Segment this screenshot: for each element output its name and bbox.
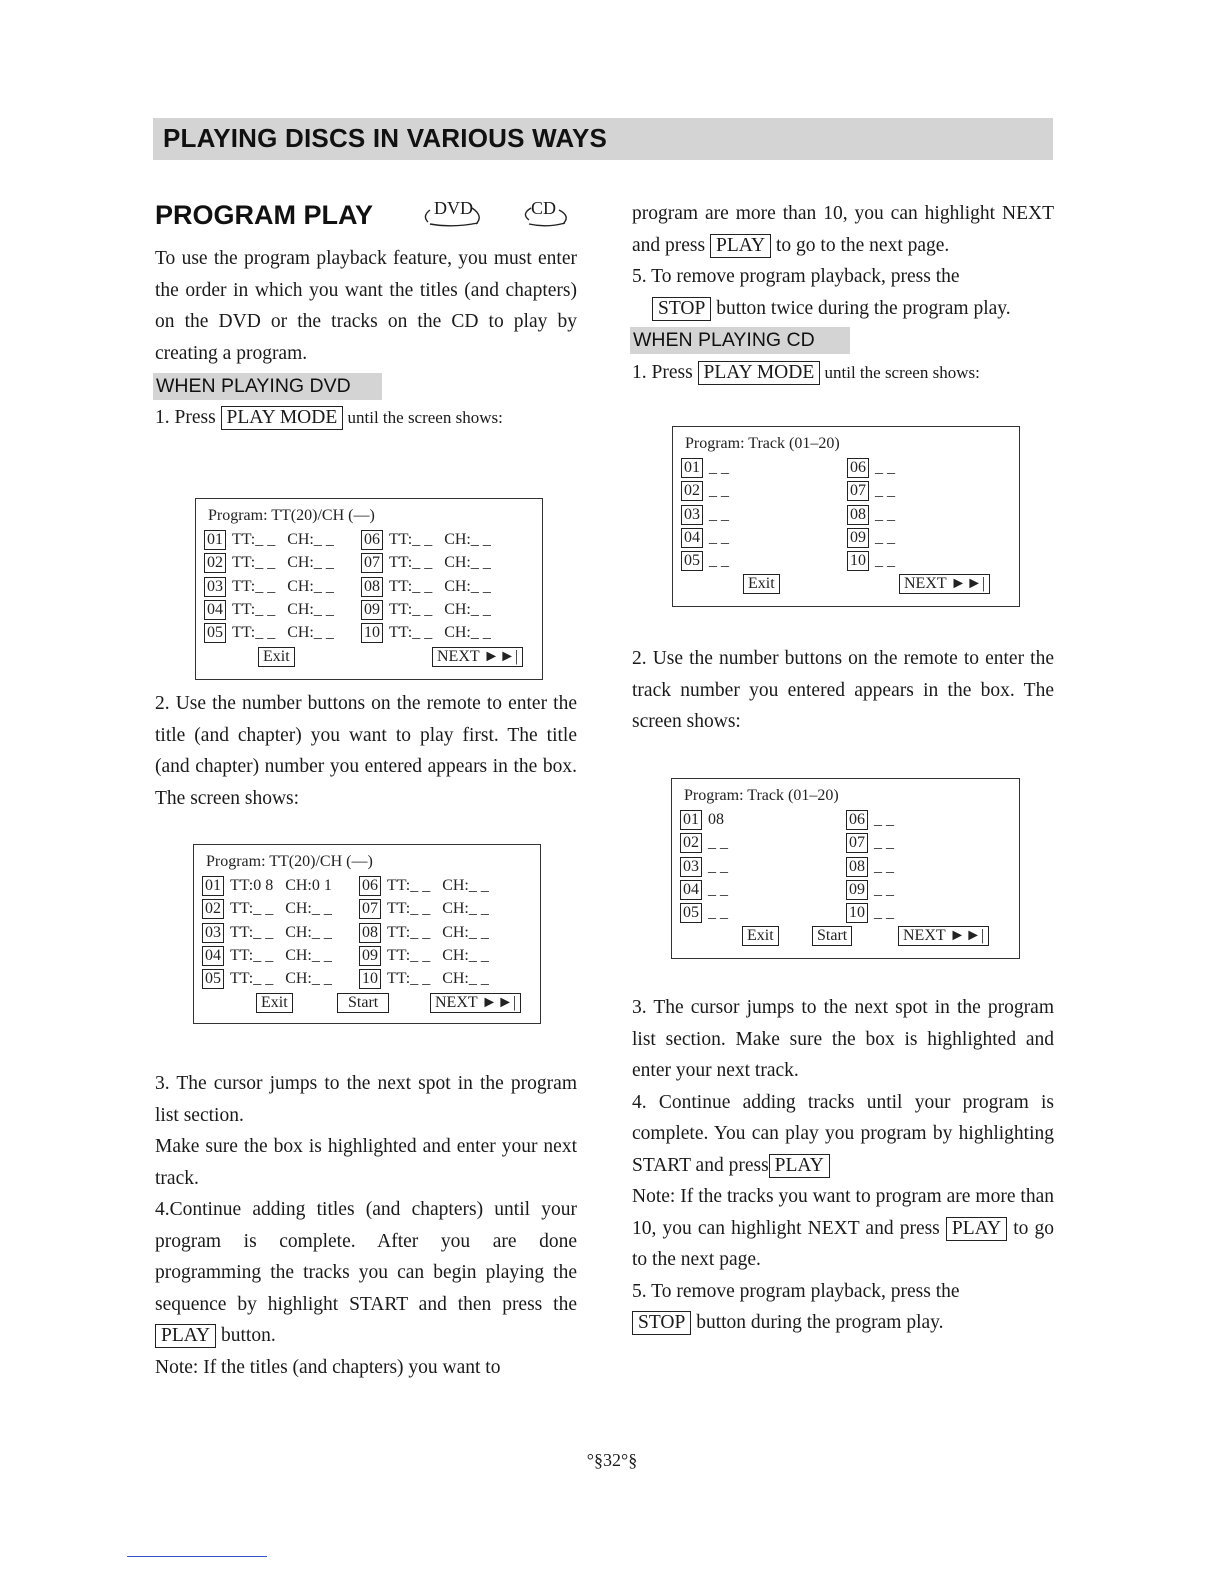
slot-number: 02 bbox=[202, 899, 224, 919]
dvd-step3-text-2: Make sure the box is highlighted and enter your next track. bbox=[155, 1136, 577, 1189]
program-slot[interactable] bbox=[204, 530, 334, 550]
dvd-step2 bbox=[155, 688, 577, 814]
slot-number: 05 bbox=[204, 623, 226, 643]
program-slot[interactable] bbox=[204, 600, 334, 620]
cd-step1 bbox=[632, 357, 1072, 389]
slot-value: _ _ bbox=[709, 505, 729, 523]
program-slot[interactable] bbox=[204, 553, 334, 573]
program-slot[interactable] bbox=[202, 946, 332, 966]
program-slot[interactable] bbox=[202, 899, 332, 919]
slot-value: TT:_ _ CH:_ _ bbox=[389, 577, 491, 595]
slot-value: _ _ bbox=[709, 459, 729, 476]
slot-value: TT:_ _ CH:_ _ bbox=[232, 577, 334, 595]
exit-button[interactable]: Exit bbox=[742, 926, 779, 946]
cd-note-text: Note: If the tracks you want to program are more than 10, you can highlight NEXT and press bbox=[632, 1186, 1054, 1239]
next-button[interactable]: NEXT ►►| bbox=[432, 647, 523, 667]
slot-number: 01 bbox=[202, 876, 224, 896]
exit-button[interactable]: Exit bbox=[743, 574, 780, 594]
slot-number: 07 bbox=[846, 833, 868, 853]
slot-value: TT:_ _ CH:_ _ bbox=[389, 554, 491, 572]
slot-value: _ _ bbox=[875, 482, 895, 500]
note-continuation bbox=[632, 198, 1054, 261]
cd-step1-suffix: until the screen shows: bbox=[820, 363, 980, 382]
cd-step4 bbox=[632, 1087, 1054, 1182]
cd-step3-block bbox=[632, 992, 1054, 1339]
slot-number: 02 bbox=[681, 481, 703, 501]
program-slot[interactable] bbox=[361, 623, 491, 643]
slot-value: _ _ bbox=[874, 904, 894, 922]
play-key: PLAY bbox=[946, 1217, 1007, 1241]
dvd-step4-text: 4.Continue adding titles (and chapters) until your program is complete. After you are done programming the tracks you can begin playing the sequence by highlight START and then press the bbox=[155, 1199, 577, 1315]
dvd-step1-suffix: until the screen shows: bbox=[343, 408, 503, 427]
stop-key: STOP bbox=[632, 1311, 691, 1335]
slot-number: 03 bbox=[681, 505, 703, 525]
program-slot[interactable] bbox=[359, 969, 489, 989]
slot-number: 08 bbox=[359, 923, 381, 943]
slot-value: TT:_ _ CH:_ _ bbox=[230, 970, 332, 988]
slot-number: 08 bbox=[361, 577, 383, 597]
slot-number: 05 bbox=[202, 969, 224, 989]
slot-number: 10 bbox=[846, 903, 868, 923]
program-slot[interactable] bbox=[680, 903, 728, 923]
cd-program-screen-filled bbox=[671, 778, 1020, 959]
slot-value: TT:_ _ CH:_ _ bbox=[232, 531, 334, 548]
slot-value: TT:_ _ CH:_ _ bbox=[389, 600, 491, 618]
slot-number: 09 bbox=[847, 528, 869, 548]
slot-value: TT:_ _ CH:_ _ bbox=[232, 600, 334, 618]
intro-text: To use the program playback feature, you must enter the order in which you want the titles (and chapters) on the DVD or the tracks on the CD to play by creating a program. bbox=[155, 248, 577, 364]
slot-number: 08 bbox=[847, 505, 869, 525]
next-button[interactable]: NEXT ►►| bbox=[898, 926, 989, 946]
program-slot[interactable] bbox=[681, 481, 729, 501]
cd-step5-text: 5. To remove program playback, press the bbox=[632, 1280, 960, 1302]
slot-value: TT:_ _ CH:_ _ bbox=[230, 946, 332, 964]
slot-number: 05 bbox=[680, 903, 702, 923]
dvd-step5-line2 bbox=[632, 293, 1054, 325]
slot-value: _ _ bbox=[874, 811, 894, 828]
program-slot[interactable] bbox=[847, 458, 895, 478]
program-slot[interactable] bbox=[204, 623, 334, 643]
program-slot[interactable] bbox=[846, 857, 894, 877]
slot-value: _ _ bbox=[709, 482, 729, 500]
slot-value: _ _ bbox=[875, 552, 895, 570]
slot-value: _ _ bbox=[875, 528, 895, 546]
cd-program-screen-empty bbox=[672, 426, 1020, 607]
slot-number: 07 bbox=[847, 481, 869, 501]
program-slot[interactable] bbox=[202, 969, 332, 989]
dvd-step3-text: 3. The cursor jumps to the next spot in the program list section. bbox=[155, 1073, 577, 1126]
program-slot[interactable] bbox=[847, 551, 895, 571]
program-slot[interactable] bbox=[846, 810, 894, 830]
slot-number: 07 bbox=[361, 553, 383, 573]
program-slot[interactable] bbox=[680, 880, 728, 900]
screen-header: Program: TT(20)/CH (––) bbox=[206, 853, 373, 870]
slot-number: 04 bbox=[204, 600, 226, 620]
dvd-step4-suffix: button. bbox=[216, 1325, 276, 1346]
program-slot[interactable] bbox=[359, 946, 489, 966]
slot-value: _ _ bbox=[875, 505, 895, 523]
slot-number: 09 bbox=[361, 600, 383, 620]
slot-value: _ _ bbox=[874, 880, 894, 898]
slot-number: 01 bbox=[204, 530, 226, 550]
stop-key: STOP bbox=[652, 297, 711, 321]
slot-value: _ _ bbox=[875, 459, 895, 476]
program-slot[interactable] bbox=[361, 553, 491, 573]
dvd-step1 bbox=[155, 402, 595, 434]
slot-value: _ _ bbox=[874, 857, 894, 875]
next-button[interactable]: NEXT ►►| bbox=[430, 993, 521, 1013]
slot-number: 04 bbox=[681, 528, 703, 548]
slot-number: 07 bbox=[359, 899, 381, 919]
dvd-step5-suffix: button twice during the program play. bbox=[711, 297, 1011, 319]
section-banner bbox=[153, 118, 1053, 160]
slot-value: TT:_ _ CH:_ _ bbox=[387, 900, 489, 918]
slot-number: 10 bbox=[847, 551, 869, 571]
program-slot[interactable] bbox=[847, 481, 895, 501]
next-button[interactable]: NEXT ►►| bbox=[899, 574, 990, 594]
cd-step5-suffix: button during the program play. bbox=[691, 1312, 944, 1333]
screen-header: Program: Track (01–20) bbox=[685, 435, 840, 452]
slot-number: 06 bbox=[361, 530, 383, 550]
slot-value: _ _ bbox=[708, 880, 728, 898]
cd-note-suffix: to go to the next page. bbox=[632, 1217, 1054, 1270]
play-mode-key: PLAY MODE bbox=[698, 361, 821, 385]
slot-value: TT:_ _ CH:_ _ bbox=[387, 970, 489, 988]
slot-value: TT:_ _ CH:_ _ bbox=[387, 946, 489, 964]
program-slot[interactable] bbox=[846, 833, 894, 853]
dvd-step2-text: 2. Use the number buttons on the remote to enter the title (and chapter) you want to play first. The title (and chapter) number you entered appears in the box. The screen shows: bbox=[155, 693, 577, 809]
cd-step4-text: 4. Continue adding tracks until your program is complete. You can play you program by highlighting START and press bbox=[632, 1091, 1054, 1176]
dvd-logo-icon bbox=[430, 198, 477, 219]
slot-value: TT:0 8 CH:0 1 bbox=[230, 877, 332, 894]
slot-number: 05 bbox=[681, 551, 703, 571]
slot-number: 10 bbox=[359, 969, 381, 989]
slot-number: 01 bbox=[680, 810, 702, 830]
slot-number: 04 bbox=[202, 946, 224, 966]
program-slot[interactable] bbox=[204, 577, 334, 597]
slot-value: _ _ bbox=[708, 857, 728, 875]
dvd-program-screen-empty bbox=[195, 498, 543, 680]
cd-step1-text: 1. Press bbox=[632, 362, 698, 383]
cd-step3-text: 3. The cursor jumps to the next spot in the program list section. Make sure the box is highlighted and enter your next track. bbox=[632, 997, 1054, 1081]
screen-header: Program: TT(20)/CH (––) bbox=[208, 507, 375, 524]
slot-number: 09 bbox=[846, 880, 868, 900]
dvd-logo-text: DVD bbox=[434, 198, 473, 218]
slot-number: 01 bbox=[681, 458, 703, 478]
play-mode-key: PLAY MODE bbox=[221, 406, 344, 430]
program-slot[interactable] bbox=[846, 903, 894, 923]
slot-number: 03 bbox=[204, 577, 226, 597]
slot-number: 03 bbox=[202, 923, 224, 943]
program-slot[interactable] bbox=[847, 528, 895, 548]
slot-value: _ _ bbox=[708, 834, 728, 852]
slot-number: 09 bbox=[359, 946, 381, 966]
program-slot[interactable] bbox=[361, 600, 491, 620]
intro-paragraph bbox=[155, 243, 577, 369]
exit-button[interactable]: Exit bbox=[258, 647, 295, 667]
dvd-step1-text: 1. Press bbox=[155, 407, 221, 428]
program-slot[interactable] bbox=[681, 458, 729, 478]
slot-value: TT:_ _ CH:_ _ bbox=[232, 624, 334, 642]
program-slot[interactable] bbox=[680, 857, 728, 877]
program-slot[interactable] bbox=[680, 810, 724, 830]
cd-step2-text: 2. Use the number buttons on the remote to enter the track number you entered appears in the box. The screen shows: bbox=[632, 648, 1054, 732]
slot-number: 03 bbox=[680, 857, 702, 877]
slot-value: 08 bbox=[708, 811, 724, 828]
dvd-step4 bbox=[155, 1194, 577, 1352]
dvd-step3 bbox=[155, 1068, 577, 1383]
exit-button[interactable]: Exit bbox=[256, 993, 293, 1013]
subhead-dvd: WHEN PLAYING DVD bbox=[153, 373, 382, 400]
note-cont-suffix: to go to the next page. bbox=[771, 234, 950, 256]
slot-value: TT:_ _ CH:_ _ bbox=[230, 923, 332, 941]
program-slot[interactable] bbox=[202, 876, 332, 896]
slot-number: 06 bbox=[847, 458, 869, 478]
program-slot[interactable] bbox=[361, 530, 491, 550]
slot-value: _ _ bbox=[874, 834, 894, 852]
program-slot[interactable] bbox=[681, 551, 729, 571]
note-cont-text: program are more than 10, you can highlight NEXT and press bbox=[632, 203, 1054, 256]
program-slot[interactable] bbox=[681, 505, 729, 525]
program-slot[interactable] bbox=[681, 528, 729, 548]
dvd-step5-text: 5. To remove program playback, press the bbox=[632, 266, 960, 287]
program-slot[interactable] bbox=[680, 833, 728, 853]
slot-number: 10 bbox=[361, 623, 383, 643]
slot-number: 04 bbox=[680, 880, 702, 900]
program-slot[interactable] bbox=[846, 880, 894, 900]
slot-value: TT:_ _ CH:_ _ bbox=[389, 531, 491, 548]
slot-value: TT:_ _ CH:_ _ bbox=[387, 877, 489, 894]
program-slot[interactable] bbox=[361, 577, 491, 597]
slot-number: 06 bbox=[359, 876, 381, 896]
program-slot[interactable] bbox=[359, 876, 489, 896]
play-key: PLAY bbox=[710, 234, 771, 258]
slot-number: 02 bbox=[680, 833, 702, 853]
slot-value: TT:_ _ CH:_ _ bbox=[230, 900, 332, 918]
program-slot[interactable] bbox=[359, 923, 489, 943]
slot-value: _ _ bbox=[708, 904, 728, 922]
slot-number: 08 bbox=[846, 857, 868, 877]
page-number: °§32°§ bbox=[586, 1450, 638, 1470]
slot-number: 02 bbox=[204, 553, 226, 573]
screen-header: Program: Track (01–20) bbox=[684, 787, 839, 804]
start-button[interactable]: Start bbox=[337, 993, 389, 1013]
cd-logo-icon bbox=[527, 198, 560, 219]
footer-rule bbox=[127, 1556, 267, 1557]
subhead-cd: WHEN PLAYING CD bbox=[630, 327, 850, 354]
slot-value: _ _ bbox=[709, 552, 729, 570]
dvd-program-screen-filled bbox=[193, 844, 541, 1024]
program-slot[interactable] bbox=[202, 923, 332, 943]
slot-value: TT:_ _ CH:_ _ bbox=[232, 554, 334, 572]
banner-title: PLAYING DISCS IN VARIOUS WAYS bbox=[163, 123, 608, 153]
program-slot[interactable] bbox=[359, 899, 489, 919]
cd-note bbox=[632, 1181, 1054, 1276]
dvd-note: Note: If the titles (and chapters) you want to bbox=[155, 1356, 501, 1378]
slot-value: TT:_ _ CH:_ _ bbox=[387, 923, 489, 941]
page-title: PROGRAM PLAY bbox=[155, 200, 374, 230]
slot-value: TT:_ _ CH:_ _ bbox=[389, 624, 491, 642]
slot-number: 06 bbox=[846, 810, 868, 830]
cd-step5-line2 bbox=[632, 1307, 1054, 1339]
program-slot[interactable] bbox=[847, 505, 895, 525]
play-key: PLAY bbox=[769, 1154, 830, 1178]
cd-step2 bbox=[632, 643, 1054, 738]
play-key: PLAY bbox=[155, 1324, 216, 1348]
cd-logo-text: CD bbox=[531, 198, 557, 218]
right-continuation bbox=[632, 198, 1054, 324]
slot-value: _ _ bbox=[709, 528, 729, 546]
start-button[interactable]: Start bbox=[812, 926, 852, 946]
